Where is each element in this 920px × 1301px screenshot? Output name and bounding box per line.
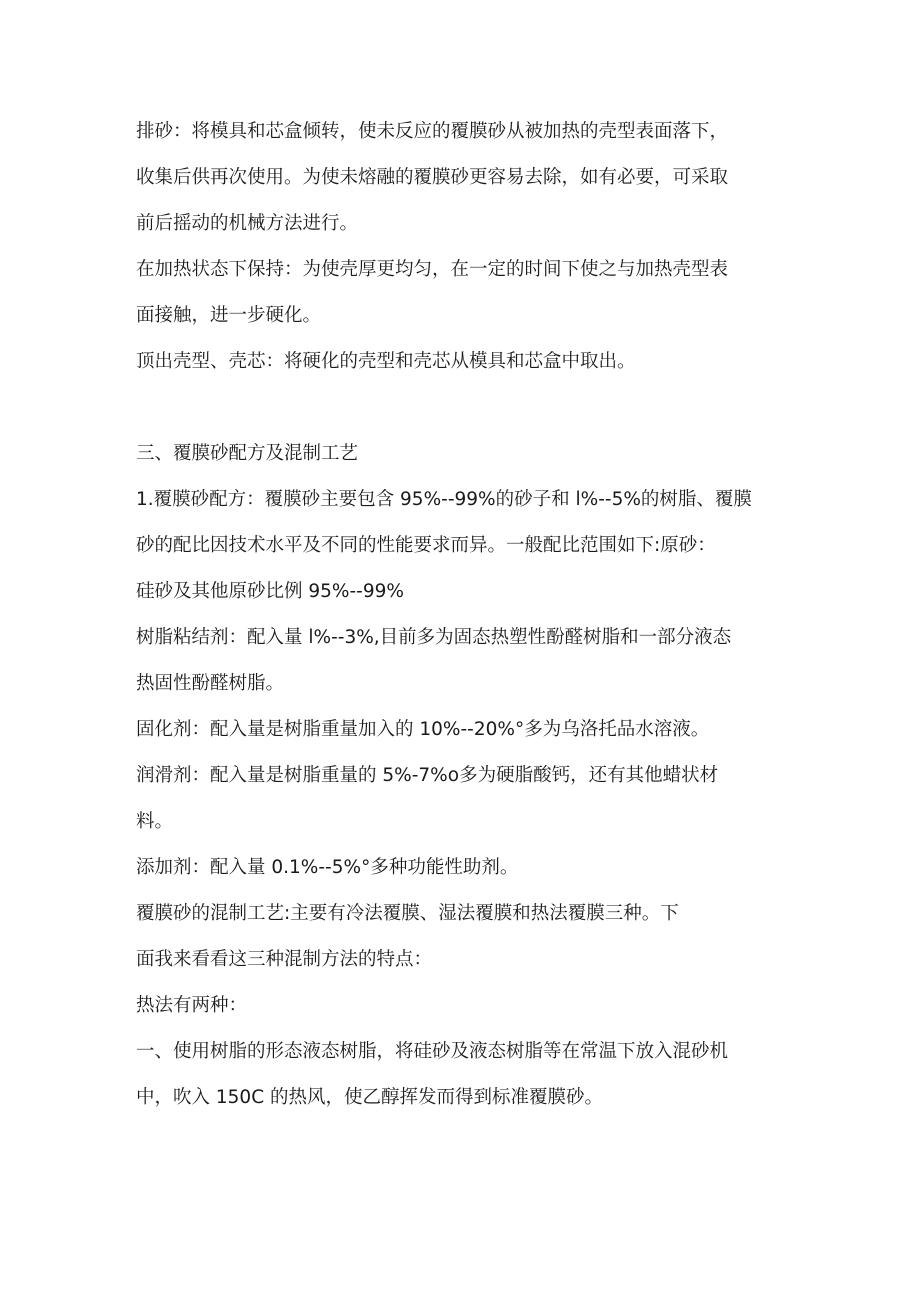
- paragraph-line: 覆膜砂的混制工艺:主要有冷法覆膜、湿法覆膜和热法覆膜三种。下: [136, 903, 679, 924]
- paragraph-line: 润滑剂：配入量是树脂重量的 5%-7%o多为硬脂酸钙，还有其他蜡状材: [136, 765, 719, 786]
- paragraph-line: 固化剂：配入量是树脂重量加入的 10%--20%°多为乌洛托品水溶液。: [136, 719, 710, 740]
- paragraph-line: 树脂粘结剂：配入量 l%--3%,目前多为固态热塑性酚醛树脂和一部分液态: [136, 627, 732, 648]
- paragraph-line: 硅砂及其他原砂比例 95%--99%: [136, 581, 404, 602]
- paragraph-line: 一、使用树脂的形态液态树脂，将硅砂及液态树脂等在常温下放入混砂机: [136, 1041, 729, 1062]
- paragraph-line: 面我来看看这三种混制方法的特点：: [136, 949, 433, 970]
- paragraph-line: 排砂：将模具和芯盒倾转，使未反应的覆膜砂从被加热的壳型表面落下，: [136, 121, 729, 142]
- paragraph-line: 收集后供再次使用。为使未熔融的覆膜砂更容易去除，如有必要，可采取: [136, 167, 729, 188]
- paragraph-line: 砂的配比因技术水平及不同的性能要求而异。一般配比范围如下:原砂：: [136, 535, 716, 556]
- paragraph-line: 热固性酚醛树脂。: [136, 673, 285, 694]
- section-heading: 三、覆膜砂配方及混制工艺: [136, 443, 359, 464]
- paragraph-line: 在加热状态下保持：为使壳厚更均匀，在一定的时间下使之与加热壳型表: [136, 259, 729, 280]
- paragraph-line: 添加剂：配入量 0.1%--5%°多种功能性助剂。: [136, 857, 519, 878]
- paragraph-line: 1.覆膜砂配方：覆膜砂主要包含 95%--99%的砂子和 l%--5%的树脂、覆膜: [136, 489, 752, 510]
- section-spacer: [136, 390, 786, 436]
- paragraph-line: 热法有两种：: [136, 995, 248, 1016]
- paragraph-line: 顶出壳型、壳芯：将硬化的壳型和壳芯从模具和芯盒中取出。: [136, 351, 636, 372]
- paragraph-line: 面接触，进一步硬化。: [136, 305, 322, 326]
- paragraph-line: 中，吹入 150C 的热风，使乙醇挥发而得到标准覆膜砂。: [136, 1087, 603, 1108]
- paragraph-line: 料。: [136, 811, 174, 832]
- paragraph-line: 前后摇动的机械方法进行。: [136, 213, 359, 234]
- document-body: [136, 114, 786, 1126]
